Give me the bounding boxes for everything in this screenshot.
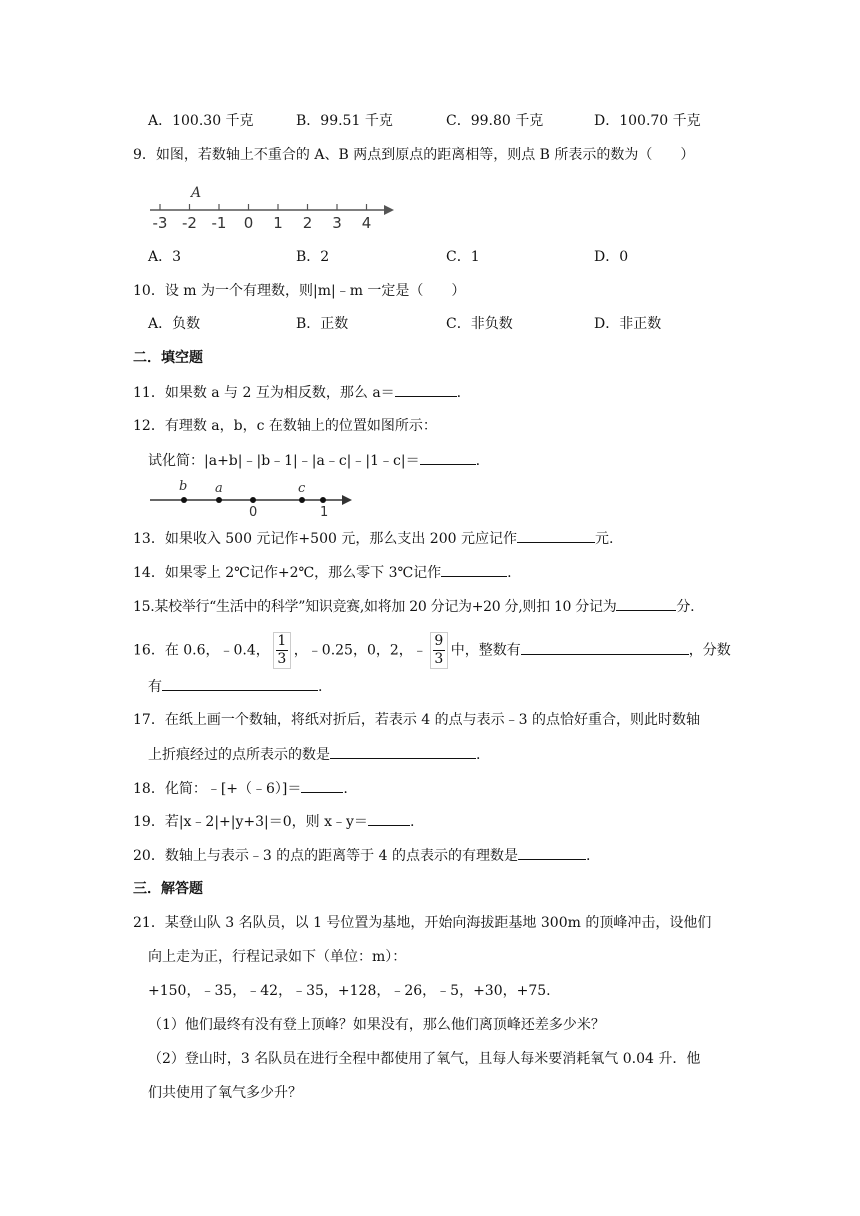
q8-option-b: B．99.51 千克 — [296, 113, 393, 129]
q9-stem: 9．如图，若数轴上不重合的 A、B 两点到原点的距离相等，则点 B 所表示的数为（ ） — [133, 147, 695, 163]
q12-simplify-text: 试化简：|a+b|﹣|b﹣1|﹣|a﹣c|﹣|1﹣c|＝ — [148, 453, 420, 469]
q12-answer-blank[interactable] — [420, 450, 476, 465]
q10-option-c: C．非负数 — [446, 316, 513, 332]
q10-option-d: D．非正数 — [594, 316, 662, 332]
q13-text: 13．如果收入 500 元记作+500 元，那么支出 200 元应记作 — [133, 531, 517, 547]
q16-text-d: ，分数 — [688, 642, 731, 659]
label-zero: 0 — [249, 505, 258, 518]
q12-number-line-figure — [148, 478, 354, 518]
q17-line2 — [148, 744, 480, 765]
q18-text: 18．化简：﹣[+（﹣6）]＝ — [133, 781, 302, 797]
q9-option-a: A．3 — [148, 249, 182, 265]
tick-label: -1 — [211, 214, 227, 232]
tick-label: 1 — [273, 214, 283, 232]
q17-answer-blank[interactable] — [330, 744, 476, 759]
q14 — [133, 562, 512, 583]
frac-numerator: 9 — [434, 633, 444, 649]
axis-arrow — [384, 205, 394, 215]
q8-option-d: D．100.70 千克 — [594, 113, 701, 129]
point-a — [216, 497, 222, 503]
q16-text-e: 有 — [148, 679, 162, 695]
label-c: c — [298, 481, 306, 496]
tick-label: 0 — [243, 214, 254, 232]
q16-text-a: 16．在 0.6，﹣0.4， — [133, 642, 270, 659]
tick-label: 2 — [302, 214, 313, 232]
q20-post: . — [585, 848, 591, 864]
tick-label: -2 — [182, 214, 197, 232]
q12-post: . — [475, 453, 481, 469]
q12-stem: 12．有理数 a，b，c 在数轴上的位置如图所示： — [133, 418, 437, 434]
q16-line1 — [133, 632, 731, 669]
q16-post: . — [318, 679, 323, 695]
section-heading-solutions: 三．解答题 — [133, 881, 203, 897]
q16-fractions-blank[interactable] — [162, 676, 318, 691]
label-a: a — [215, 481, 223, 496]
q10-option-a: A．负数 — [148, 316, 201, 332]
point-one — [320, 497, 326, 503]
q17-line1: 17．在纸上画一个数轴，将纸对折后，若表示 4 的点与表示﹣3 的点恰好重合，则此时数轴 — [133, 712, 700, 728]
q16-fraction-nine-thirds — [430, 632, 448, 669]
q17-text: 上折痕经过的点所表示的数是 — [148, 747, 330, 763]
q14-post: . — [507, 565, 512, 581]
q21-records: +150，﹣35，﹣42，﹣35，+128，﹣26，﹣5，+30，+75. — [148, 983, 551, 999]
point-c — [299, 497, 305, 503]
point-zero — [250, 497, 256, 503]
q10-stem: 10．设 m 为一个有理数，则|m|﹣m 一定是（ ） — [133, 283, 466, 299]
q19 — [133, 811, 414, 832]
q21-line2: 向上走为正，行程记录如下（单位：m）： — [148, 949, 407, 965]
tick-label: 4 — [361, 214, 372, 232]
q10-option-b: B．正数 — [296, 316, 349, 332]
q12-simplify — [148, 450, 480, 471]
q9-option-b: B．2 — [296, 249, 330, 265]
q21-line1: 21．某登山队 3 名队员，以 1 号位置为基地，开始向海拔距基地 300m 的顶峰冲击，设他们 — [133, 915, 712, 931]
q21-sub2: （2）登山时，3 名队员在进行全程中都使用了氧气，且每人每米要消耗氧气 0.04 升．他 — [148, 1051, 701, 1067]
q11-answer-blank[interactable] — [395, 382, 457, 397]
q19-answer-blank[interactable] — [368, 811, 410, 826]
q21-sub1: （1）他们最终有没有登上顶峰？如果没有，那么他们离顶峰还差多少米？ — [148, 1017, 605, 1033]
q20 — [133, 845, 590, 866]
tick-label: 3 — [332, 214, 342, 232]
q15 — [133, 596, 694, 617]
q14-text: 14．如果零上 2℃记作+2℃，那么零下 3℃记作 — [133, 565, 442, 581]
q13-post: 元. — [594, 531, 614, 547]
q11-text: 11．如果数 a 与 2 互为相反数，那么 a＝ — [133, 385, 395, 401]
frac-numerator: 1 — [277, 633, 287, 649]
q18-answer-blank[interactable] — [301, 778, 343, 793]
q18 — [133, 778, 348, 799]
label-b: b — [179, 479, 188, 494]
q19-post: . — [409, 814, 415, 830]
q11 — [133, 382, 461, 403]
q9-option-c: C．1 — [446, 249, 480, 265]
point-b — [181, 497, 187, 503]
q15-text: 15.某校举行“生活中的科学”知识竞赛,如将加 20 分记为+20 分,则扣 10 分记为 — [133, 599, 617, 615]
q15-post: 分. — [676, 599, 695, 615]
q18-post: . — [343, 781, 348, 797]
q15-answer-blank[interactable] — [616, 596, 676, 611]
q8-option-c: C．99.80 千克 — [446, 113, 544, 129]
q9-option-d: D．0 — [594, 249, 629, 265]
q11-post: . — [456, 385, 462, 401]
q16-text-c: 中，整数有 — [450, 642, 521, 659]
q17-post: . — [476, 747, 481, 763]
q8-option-a: A．100.30 千克 — [148, 113, 254, 129]
q13-answer-blank[interactable] — [517, 528, 595, 543]
q14-answer-blank[interactable] — [441, 562, 507, 577]
q16-text-b: ，﹣0.25，0，2，﹣ — [293, 642, 427, 659]
frac-denominator: 3 — [277, 651, 287, 667]
q19-text: 19．若|x﹣2|+|y+3|＝0，则 x﹣y＝ — [133, 814, 368, 830]
q16-integers-blank[interactable] — [521, 640, 689, 655]
frac-denominator: 3 — [434, 651, 444, 667]
section-heading-fill-in: 二．填空题 — [133, 350, 203, 366]
q21-sub2-cont: 们共使用了氧气多少升？ — [148, 1085, 302, 1101]
axis-arrow — [342, 495, 352, 505]
tick-label: -3 — [152, 214, 168, 232]
point-a-label: A — [191, 185, 202, 201]
q16-line2 — [148, 676, 322, 697]
q20-answer-blank[interactable] — [518, 845, 586, 860]
q13 — [133, 528, 613, 549]
q20-text: 20．数轴上与表示﹣3 的点的距离等于 4 的点表示的有理数是 — [133, 848, 518, 864]
label-one: 1 — [320, 505, 329, 518]
q16-fraction-one-third — [273, 632, 291, 669]
q9-number-line-figure — [148, 182, 396, 232]
